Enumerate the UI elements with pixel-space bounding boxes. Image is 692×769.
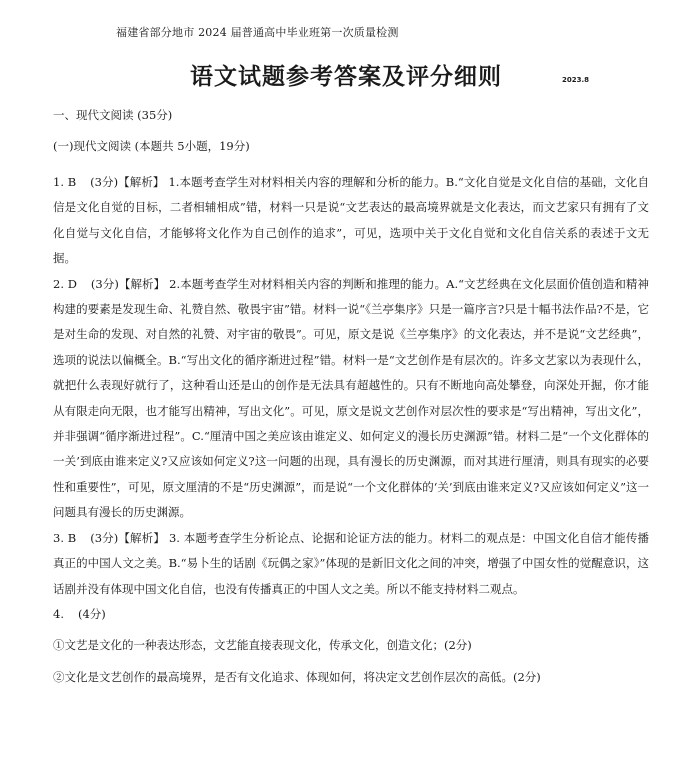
date-label: 2023.8	[562, 76, 590, 84]
section-heading: 一、现代文阅读 (35分)	[53, 108, 173, 122]
scoring-point-2: ②文化是文艺创作的最高境界，是否有文化追求、体现如何，将决定文艺创作层次的高低。(2分)	[53, 669, 541, 684]
answer-body	[53, 170, 649, 690]
answer-points: (3分)【解析】	[90, 530, 165, 545]
answer-explanation: 1.本题考查学生对材料相关内容的理解和分析的能力。B.“文化自觉是文化自信的基础，文化自信是文化自觉的目标，二者相辅相成”错，材料一只是说“文艺表达的最高境界就是文化表达，而文艺家只有拥有了文化自觉与文化自信，才能够将文化作为自己创作的追求”，可见，选项中关于文化自觉和文化自信关系的表述于文无据。	[53, 175, 649, 266]
subsection-heading: (一)现代文阅读 (本题共 5小题，19分)	[53, 139, 250, 153]
answer-1	[53, 170, 649, 272]
exam-header: 福建省部分地市 2024 届普通高中毕业班第一次质量检测	[116, 26, 399, 39]
answer-number: 4.	[53, 606, 64, 621]
answer-points: (4分)	[77, 606, 106, 621]
answer-points: (3分)【解析】	[90, 175, 165, 189]
scoring-point-1: ①文艺是文化的一种表达形态，文艺能直接表现文化，传承文化，创造文化；(2分)	[53, 638, 472, 653]
answer-explanation: 2.本题考查学生对材料相关内容的判断和推理的能力。A.“文艺经典在文化层面价值创造和精神构建的要素是发现生命、礼赞自然、敬畏宇宙”错。材料一说“《兰亭集序》只是一篇序言?只是十幅书法作品?不是，它是对生命的发现、对自然的礼赞、对宇宙的敬畏”。可见，原文是说《兰亭集序》的文化表达，并不是说“文艺经典”，选项的说法以偏概全。B.“写出文化的循序渐进过程”错。材料一是“文艺创作是有层次的。许多文艺家以为表现什么，就把什么表现好就行了，这种看山还是山的创作是无法具有超越性的。只有不断地向高处攀登，向深处开掘，你才能从有限走向无限，也才能写出精神，写出文化”。可见，原文是说文艺创作对层次性的要求是“写出精神，写出文化”，并非强调“循序渐进过程”。C.“厘清中国之美应该由谁定义、如何定义的漫长历史渊源”错。材料二是“一个文化群体的一关’到底由谁来定义?又应该如何定义?这一问题的出现，具有漫长的历史渊源，而对其进行厘清，则具有现实的必要性和重要性”，可见，原文厘清的不是“历史渊源”，而是说“一个文化群体的‘关’到底由谁来定义?又应该如何定义”这一问题具有漫长的历史渊源。	[53, 276, 649, 520]
answer-4	[53, 602, 649, 627]
answer-number: 1. B	[53, 175, 77, 189]
answer-number: 3. B	[53, 530, 77, 545]
answer-explanation: 3. 本题考查学生分析论点、论据和论证方法的能力。材料二的观点是：中国文化自信才能传播真正的中国人文之美。B.“易卜生的话剧《玩偶之家》”体现的是新旧文化之间的冲突，增强了中国女性的觉醒意识，这话剧并没有体现中国文化自信，也没有传播真正的中国人文之美。所以不能支持材料二观点。	[53, 530, 649, 596]
page-title: 语文试题参考答案及评分细则	[190, 64, 502, 90]
answer-2	[53, 272, 649, 526]
answer-points: (3分)【解析】	[90, 276, 166, 291]
answer-number: 2. D	[53, 276, 77, 291]
answer-3	[53, 526, 649, 602]
